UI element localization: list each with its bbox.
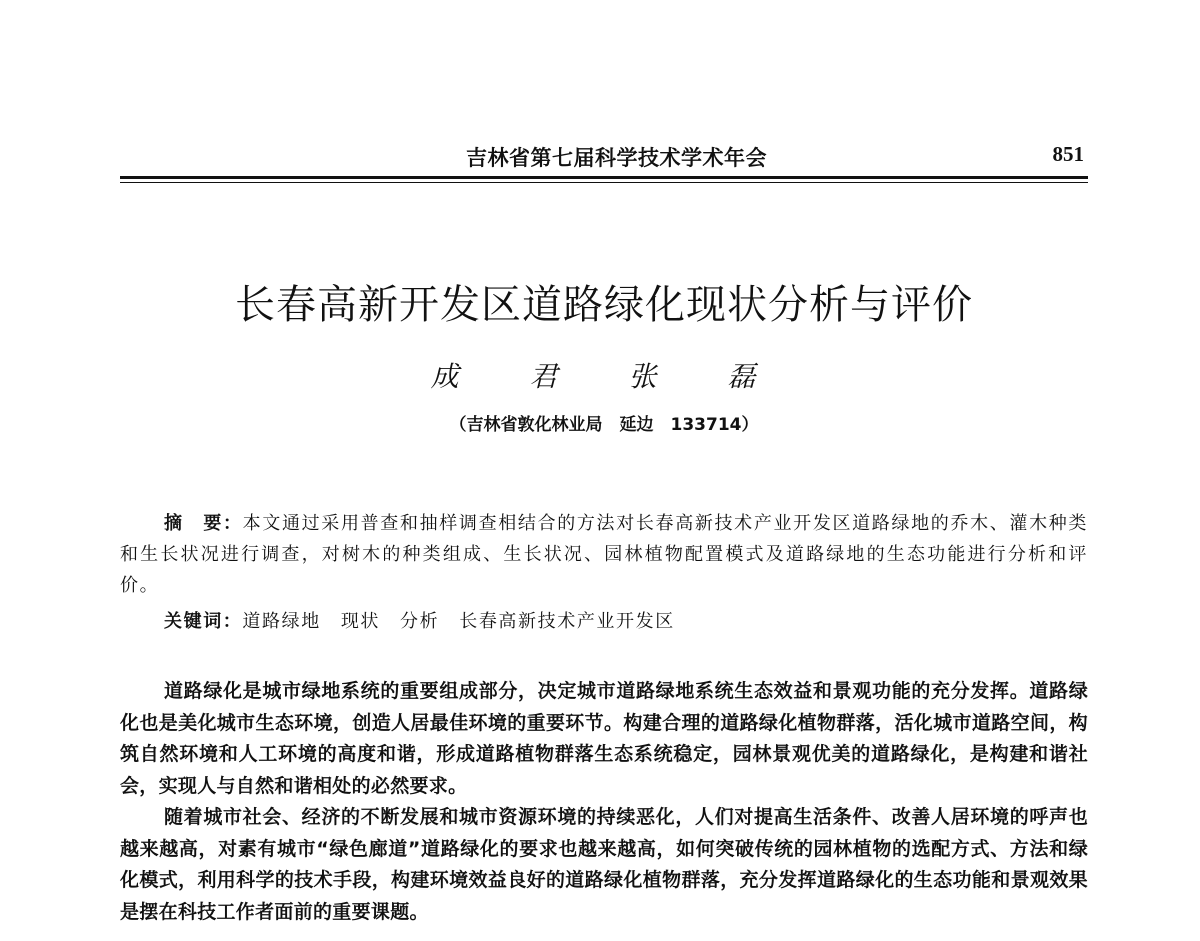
paper-title: 长春高新开发区道路绿化现状分析与评价 <box>235 281 973 328</box>
keywords-label: 关键词： <box>164 611 243 632</box>
authors: 成 君 张 磊 <box>430 360 778 393</box>
page-number: 851 <box>1052 142 1084 166</box>
journal-name: 吉林省第七届科学技术学术年会 <box>466 146 767 170</box>
abstract-label: 摘 要： <box>164 513 243 534</box>
keyword: 长春高新技术产业开发区 <box>459 611 675 632</box>
abstract-text: 本文通过采用普查和抽样调查相结合的方法对长春高新技术产业开发区道路绿地的乔木、灌木种类和生长状况进行调查，对树木的种类组成、生长状况、园林植物配置模式及道路绿地的生态功能进行分析和评价。 <box>120 513 1089 596</box>
running-header <box>120 142 1088 178</box>
body-text <box>120 676 1088 928</box>
body-paragraph: 随着城市社会、经济的不断发展和城市资源环境的持续恶化，人们对提高生活条件、改善人居环境的呼声也越来越高，对素有城市“绿色廊道”道路绿化的要求也越来越高，如何突破传统的园林植物的选配方式、方法和绿化模式，利用科学的技术手段，构建环境效益良好的道路绿化植物群落，充分发挥道路绿化的生态功能和景观效果是摆在科技工作者面前的重要课题。 <box>120 806 1088 923</box>
keywords <box>164 607 695 633</box>
header-rule-thick <box>120 176 1088 179</box>
keyword: 分析 <box>400 611 440 632</box>
header-rule-thin <box>120 182 1088 183</box>
abstract <box>120 508 1088 601</box>
affiliation: （吉林省敦化林业局 延边 133714） <box>449 415 759 435</box>
keyword: 现状 <box>340 611 381 632</box>
body-paragraph: 道路绿化是城市绿地系统的重要组成部分，决定城市道路绿地系统生态效益和景观功能的充分发挥。道路绿化也是美化城市生态环境，创造人居最佳环境的重要环节。构建合理的道路绿化植物群落，活化城市道路空间，构筑自然环境和人工环境的高度和谐，形成道路植物群落生态系统稳定，园林景观优美的道路绿化，是构建和谐社会，实现人与自然和谐相处的必然要求。 <box>120 680 1088 797</box>
keyword: 道路绿地 <box>242 611 321 632</box>
